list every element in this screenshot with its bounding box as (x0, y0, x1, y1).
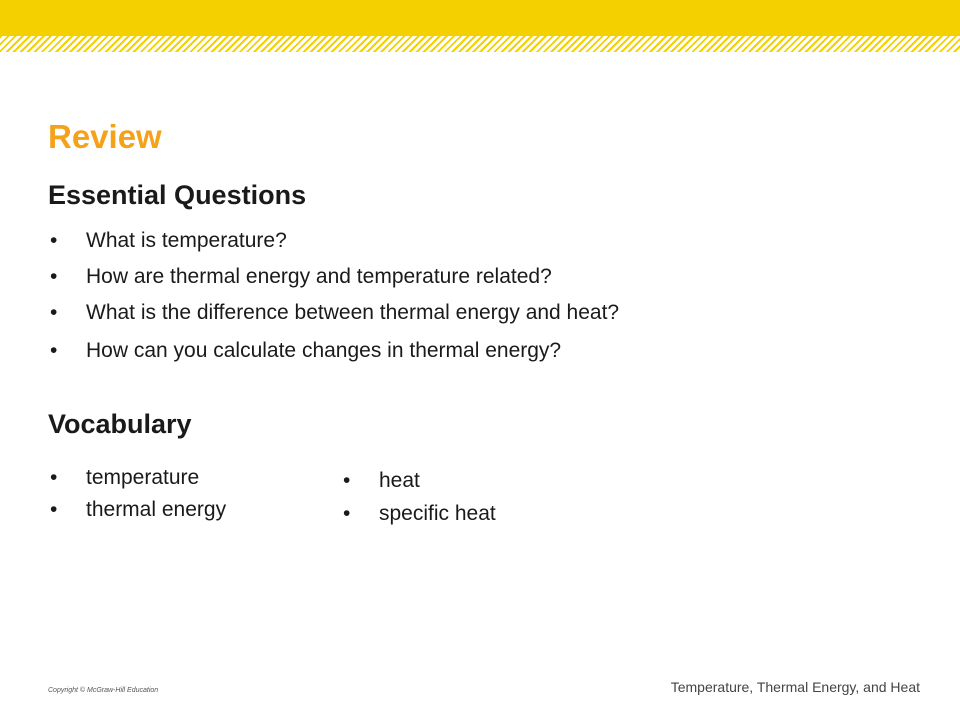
bullet-icon: • (50, 339, 58, 362)
list-item (50, 337, 619, 373)
vocab-term: thermal energy (86, 498, 227, 521)
vocabulary-list-right (343, 467, 496, 533)
question-text: What is the difference between thermal energy and heat? (86, 301, 620, 324)
list-item (50, 299, 619, 337)
bullet-icon: • (50, 301, 58, 324)
slide-title: Review (48, 118, 162, 155)
header-hatch-stripe (0, 36, 960, 52)
question-text: How are thermal energy and temperature related? (86, 265, 552, 288)
list-item (50, 497, 226, 529)
header-band (0, 0, 960, 36)
essential-questions-list (50, 227, 619, 373)
essential-questions-heading: Essential Questions (48, 180, 307, 210)
footer-lesson-title: Temperature, Thermal Energy, and Heat (670, 679, 920, 695)
bullet-icon: • (50, 466, 58, 489)
question-text: What is temperature? (86, 229, 287, 252)
bullet-icon: • (343, 469, 351, 492)
vocabulary-heading: Vocabulary (48, 409, 192, 439)
list-item (50, 465, 226, 497)
vocab-term: heat (379, 469, 420, 492)
copyright-notice: Copyright © McGraw-Hill Education (48, 687, 159, 694)
bullet-icon: • (50, 498, 58, 521)
list-item (343, 500, 496, 533)
list-item (50, 263, 619, 299)
vocab-term: specific heat (379, 502, 496, 525)
vocab-term: temperature (86, 466, 200, 489)
question-text: How can you calculate changes in thermal energy? (86, 339, 562, 362)
bullet-icon: • (343, 502, 351, 525)
list-item (50, 227, 619, 263)
vocabulary-list-left (50, 465, 226, 529)
bullet-icon: • (50, 265, 58, 288)
list-item (343, 467, 496, 500)
bullet-icon: • (50, 229, 58, 252)
